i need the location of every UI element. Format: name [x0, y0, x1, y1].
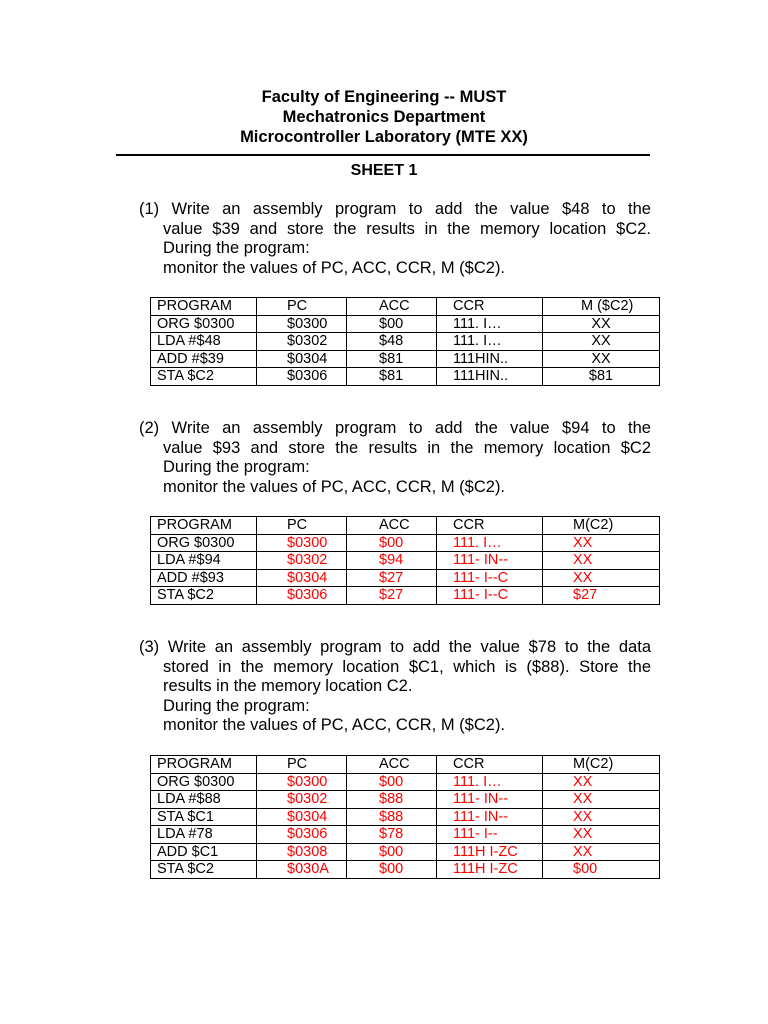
- table-cell: $0300: [257, 315, 347, 333]
- table-cell: 111- IN--: [437, 791, 543, 809]
- table-cell: 111. I…: [437, 315, 543, 333]
- table-row: [151, 333, 660, 351]
- table-cell: $0306: [257, 587, 347, 605]
- table-cell: $0302: [257, 552, 347, 570]
- question-2: [139, 419, 651, 497]
- question-line: monitor the values of PC, ACC, CCR, M ($C2).: [163, 258, 506, 277]
- header-cell: PC: [257, 298, 347, 316]
- table-cell: $00: [347, 315, 437, 333]
- question-line: During the program:: [163, 458, 310, 476]
- question-3: [139, 638, 651, 736]
- table-cell: XX: [543, 808, 660, 826]
- table-cell: $81: [543, 368, 660, 386]
- sheet-title: SHEET 1: [350, 162, 418, 179]
- question-1: [139, 200, 651, 278]
- table-cell: $88: [347, 808, 437, 826]
- table-cell: ORG $0300: [151, 315, 257, 333]
- register-table-1: [150, 297, 660, 386]
- header-cell: PROGRAM: [151, 298, 257, 316]
- question-line: monitor the values of PC, ACC, CCR, M ($C2).: [163, 477, 506, 496]
- table-cell: XX: [543, 843, 660, 861]
- question-line: results in the memory location C2.: [163, 677, 413, 695]
- table-cell: $81: [347, 350, 437, 368]
- table-cell: ADD #$93: [151, 569, 257, 587]
- table-cell: $0302: [257, 791, 347, 809]
- header-cell: ACC: [347, 517, 437, 535]
- table-cell: STA $C2: [151, 368, 257, 386]
- table-row: [151, 534, 660, 552]
- table-row: [151, 350, 660, 368]
- table-cell: 111- IN--: [437, 808, 543, 826]
- table-cell: $030A: [257, 861, 347, 879]
- table-cell: XX: [543, 534, 660, 552]
- question-line: stored in the memory location $C1, which is ($88). Store the: [163, 657, 651, 676]
- table-cell: ADD #$39: [151, 350, 257, 368]
- table-cell: 111H I-ZC: [437, 843, 543, 861]
- header-cell: PROGRAM: [151, 756, 257, 774]
- table-cell: $00: [347, 534, 437, 552]
- table-row: [151, 791, 660, 809]
- table-header-row: [151, 756, 660, 774]
- register-table-3: [150, 755, 660, 879]
- department-title: Mechatronics Department: [282, 108, 486, 126]
- table-cell: LDA #$88: [151, 791, 257, 809]
- table-cell: LDA #$94: [151, 552, 257, 570]
- table-row: [151, 861, 660, 879]
- table-row: [151, 368, 660, 386]
- header-cell: CCR: [437, 517, 543, 535]
- table-cell: STA $C1: [151, 808, 257, 826]
- table-cell: $48: [347, 333, 437, 351]
- header-cell: M ($C2): [543, 298, 660, 316]
- header-cell: PC: [257, 517, 347, 535]
- table-cell: 111- IN--: [437, 552, 543, 570]
- table-row: [151, 843, 660, 861]
- table-cell: STA $C2: [151, 861, 257, 879]
- document-header: [0, 87, 768, 147]
- table-cell: XX: [543, 791, 660, 809]
- header-cell: CCR: [437, 756, 543, 774]
- table-row: [151, 826, 660, 844]
- table-row: [151, 569, 660, 587]
- header-divider: [116, 154, 650, 156]
- question-line: (3) Write an assembly program to add the value $78 to the data: [139, 638, 651, 656]
- header-cell: PC: [257, 756, 347, 774]
- table-cell: STA $C2: [151, 587, 257, 605]
- table-cell: $78: [347, 826, 437, 844]
- table-cell: ORG $0300: [151, 773, 257, 791]
- table-cell: LDA #$48: [151, 333, 257, 351]
- header-cell: CCR: [437, 298, 543, 316]
- table-cell: XX: [543, 826, 660, 844]
- table-cell: 111HIN..: [437, 368, 543, 386]
- table-cell: $00: [543, 861, 660, 879]
- table-cell: $0300: [257, 773, 347, 791]
- table-cell: $0308: [257, 843, 347, 861]
- question-line: value $93 and store the results in the memory location $C2: [163, 438, 651, 457]
- question-line: monitor the values of PC, ACC, CCR, M ($C2).: [163, 716, 506, 734]
- table-cell: 111. I…: [437, 534, 543, 552]
- register-table-2: [150, 516, 660, 605]
- question-line: During the program:: [163, 696, 310, 715]
- table-cell: $81: [347, 368, 437, 386]
- table-cell: XX: [543, 315, 660, 333]
- table-cell: XX: [543, 333, 660, 351]
- table-cell: $27: [347, 569, 437, 587]
- table-cell: $27: [347, 587, 437, 605]
- table-cell: $88: [347, 791, 437, 809]
- table-header-row: [151, 517, 660, 535]
- table-header-row: [151, 298, 660, 316]
- table-cell: $0304: [257, 569, 347, 587]
- header-cell: ACC: [347, 756, 437, 774]
- table-cell: 111- I--: [437, 826, 543, 844]
- table-cell: $00: [347, 843, 437, 861]
- table-cell: $27: [543, 587, 660, 605]
- faculty-title: Faculty of Engineering -- MUST: [261, 88, 507, 106]
- table-row: [151, 773, 660, 791]
- table-cell: $94: [347, 552, 437, 570]
- table-cell: $00: [347, 773, 437, 791]
- table-cell: 111H I-ZC: [437, 861, 543, 879]
- table-row: [151, 315, 660, 333]
- table-cell: $0304: [257, 350, 347, 368]
- header-cell: M(C2): [543, 517, 660, 535]
- table-cell: $0306: [257, 368, 347, 386]
- table-cell: 111HIN..: [437, 350, 543, 368]
- table-row: [151, 587, 660, 605]
- table-cell: $0306: [257, 826, 347, 844]
- table-row: [151, 552, 660, 570]
- header-cell: PROGRAM: [151, 517, 257, 535]
- table-cell: XX: [543, 569, 660, 587]
- table-cell: $0304: [257, 808, 347, 826]
- table-cell: $0302: [257, 333, 347, 351]
- table-cell: 111. I…: [437, 773, 543, 791]
- table-cell: $0300: [257, 534, 347, 552]
- question-line: During the program:: [163, 239, 310, 257]
- table-cell: ADD $C1: [151, 843, 257, 861]
- laboratory-title: Microcontroller Laboratory (MTE XX): [240, 128, 528, 146]
- table-cell: 111- I--C: [437, 587, 543, 605]
- table-cell: ORG $0300: [151, 534, 257, 552]
- table-cell: 111- I--C: [437, 569, 543, 587]
- table-cell: XX: [543, 350, 660, 368]
- table-cell: LDA #78: [151, 826, 257, 844]
- table-cell: 111. I…: [437, 333, 543, 351]
- header-cell: ACC: [347, 298, 437, 316]
- table-cell: XX: [543, 552, 660, 570]
- table-cell: $00: [347, 861, 437, 879]
- question-line: value $39 and store the results in the memory location $C2.: [163, 219, 651, 238]
- table-cell: XX: [543, 773, 660, 791]
- question-line: (2) Write an assembly program to add the value $94 to the: [139, 419, 651, 437]
- question-line: (1) Write an assembly program to add the value $48 to the: [139, 200, 651, 218]
- header-cell: M(C2): [543, 756, 660, 774]
- table-row: [151, 808, 660, 826]
